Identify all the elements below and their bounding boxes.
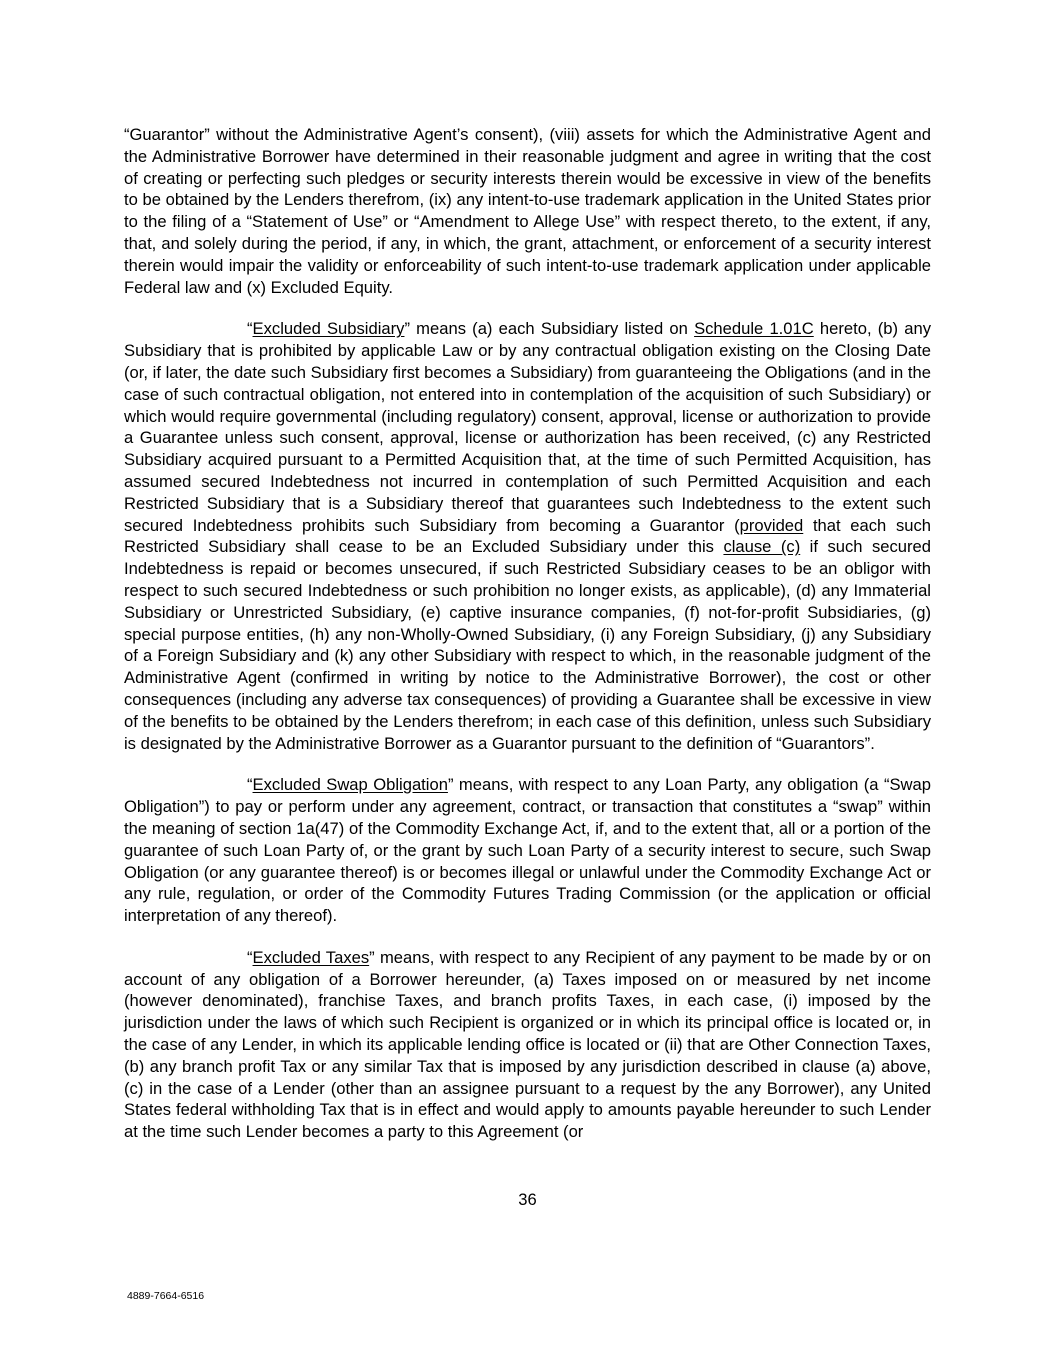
document-id: 4889-7664-6516 bbox=[127, 1290, 205, 1302]
definition-text: that each such Restricted Subsidiary shall cease to be an Excluded Subsidiary under this bbox=[124, 515, 931, 557]
clause-reference: clause (c) bbox=[723, 537, 801, 557]
open-quote: “ bbox=[247, 775, 253, 795]
defined-term-excluded-taxes: Excluded Taxes bbox=[252, 947, 370, 967]
paragraph-excluded-assets-continued: “Guarantor” without the Administrative Agent’s consent), (viii) assets for which the Administrative Agent and the Administrative Borrower have determined in their reasonable judgment and agree in writing that the cost of creating or perfecting such pledges or security interests therein would be excessive in view of the benefits to be obtained by the Lenders therefrom, (ix) any intent-to-use trademark application in the United States prior to the filing of a “Statement of Use” or “Amendment to Allege Use” with respect thereto, to the extent, if any, that, and solely during the period, if any, in which, the grant, attachment, or enforcement of a security interest therein would impair the validity or enforceability of such intent-to-use trademark application under applicable Federal law and (x) Excluded Equity. bbox=[124, 125, 931, 297]
definition-text: ” means, with respect to any Loan Party, any obligation (a “Swap Obligation”) to pay or perform under any agreement, contract, or transaction that constitutes a “swap” within the meaning of section 1a(47) of the Commodity Exchange Act, if, and to the extent that, all or a portion of the guarantee of such Loan Party of, or the grant by such Loan Party of a security interest to secure, such Swap Obligation (or any guarantee thereof) is or becomes illegal or unlawful under the Commodity Exchange Act or any rule, regulation, or order of the Commodity Futures Trading Commission (or the application or official interpretation of any thereof). bbox=[124, 775, 931, 926]
definition-excluded-subsidiary bbox=[124, 318, 931, 754]
definition-text: if such secured Indebtedness is repaid or becomes unsecured, if such Restricted Subsidiary ceases to be an obligor with respect to such secured Indebtedness or such prohibition no longer exists, as applicable), (d) any Immaterial Subsidiary or Unrestricted Subsidiary, (e) captive insurance companies, (f) not-for-profit Subsidiaries, (g) special purpose entities, (h) any non-Wholly-Owned Subsidiary, (i) any Foreign Subsidiary, (j) any Subsidiary of a Foreign Subsidiary and (k) any other Subsidiary with respect to which, in the reasonable judgment of the Administrative Agent (confirmed in writing by notice to the Administrative Borrower), the cost or other consequences (including any adverse tax consequences) of providing a Guarantee shall be excessive in view of the benefits to be obtained by the Lenders therefrom; in each case of this definition, unless such Subsidiary is designated by the Administrative Borrower as a Guarantor pursuant to the definition of “Guarantors”. bbox=[124, 537, 931, 753]
definition-text: ” means (a) each Subsidiary listed on bbox=[404, 319, 695, 339]
provided-term: provided bbox=[739, 515, 804, 535]
open-quote: “ bbox=[247, 319, 253, 339]
definition-excluded-taxes bbox=[124, 947, 931, 1143]
page-number: 36 bbox=[518, 1190, 537, 1209]
definition-text: ” means, with respect to any Recipient of any payment to be made by or on account of any obligation of a Borrower hereunder, (a) Taxes imposed on or measured by net income (however denominated), franchise Taxes, and branch profits Taxes, in each case, (i) imposed by the jurisdiction under the laws of which such Recipient is organized or in which its principal office is located or, in the case of any Lender, in which its applicable lending office is located or (ii) that are Other Connection Taxes, (b) any branch profit Tax or any similar Tax that is imposed by any jurisdiction described in clause (a) above, (c) in the case of a Lender (other than an assignee pursuant to a request by the any Borrower), any United States federal withholding Tax that is in effect and would apply to amounts payable hereunder to such Lender at the time such Lender becomes a party to this Agreement (or bbox=[124, 947, 931, 1142]
defined-term-excluded-subsidiary: Excluded Subsidiary bbox=[252, 319, 405, 339]
document-body bbox=[124, 124, 931, 1143]
schedule-reference: Schedule 1.01C bbox=[694, 319, 814, 339]
definition-excluded-swap-obligation bbox=[124, 774, 931, 927]
defined-term-excluded-swap-obligation: Excluded Swap Obligation bbox=[252, 775, 448, 795]
open-quote: “ bbox=[247, 947, 253, 967]
definition-text: hereto, (b) any Subsidiary that is prohibited by applicable Law or by any contractual obligation existing on the Closing Date (or, if later, the date such Subsidiary first becomes a Subsidiary) from guaranteeing the Obligations (and in the case of such contractual obligation, not entered into in contemplation of the acquisition of such Subsidiary) or which would require governmental (including regulatory) consent, approval, license or authorization to provide a Guarantee unless such consent, approval, license or authorization has been received, (c) any Restricted Subsidiary acquired pursuant to a Permitted Acquisition that, at the time of such Permitted Acquisition, has assumed secured Indebtedness not incurred in contemplation of such Permitted Acquisition and each Restricted Subsidiary that is a Subsidiary thereof that guarantees such Indebtedness to the extent such secured Indebtedness prohibits such Subsidiary from becoming a Guarantor ( bbox=[124, 319, 931, 535]
